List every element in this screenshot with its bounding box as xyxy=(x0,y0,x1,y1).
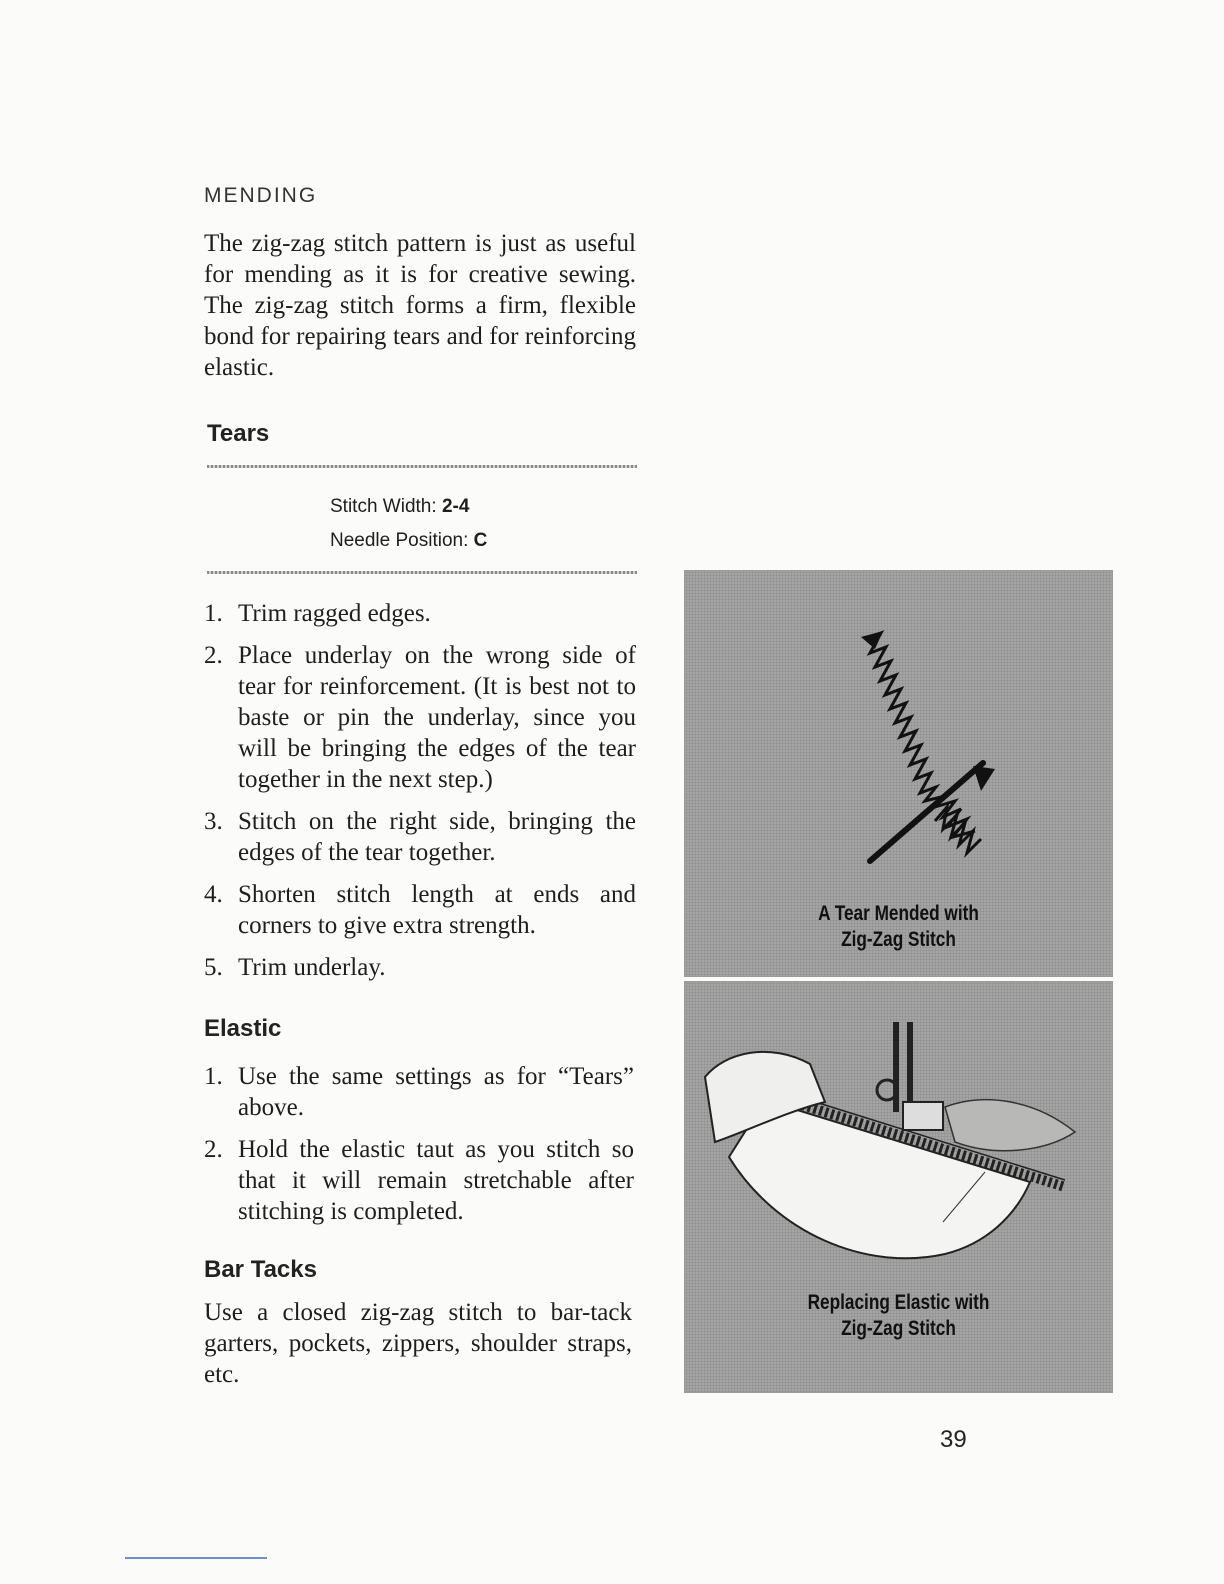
list-item: 1. Trim ragged edges. xyxy=(204,600,431,627)
elastic-figure xyxy=(684,981,1113,1393)
elastic-steps xyxy=(204,1061,634,1238)
stitch-width-setting xyxy=(330,490,487,524)
bar-tacks-heading: Bar Tacks xyxy=(204,1256,317,1283)
divider-top xyxy=(207,465,637,468)
stitch-width-label: Stitch Width: xyxy=(330,496,437,517)
tears-steps xyxy=(204,598,636,994)
list-item: 5. Trim underlay. xyxy=(204,954,386,981)
divider-bottom xyxy=(207,571,637,574)
needle-position-value: C xyxy=(473,530,488,551)
needle-position-label: Needle Position: xyxy=(330,530,469,551)
list-item: 4. Shorten stitch length at ends and corners to give extra strength. xyxy=(204,881,636,939)
bar-tacks-paragraph: Use a closed zig-zag stitch to bar-tack garters, pockets, zippers, shoulder straps, etc. xyxy=(204,1299,632,1388)
elastic-heading: Elastic xyxy=(204,1015,282,1042)
stitch-settings xyxy=(330,490,487,558)
list-item: 2. Place underlay on the wrong side of tear for reinforcement. (It is best not to baste or pin the underlay, since you will be bringing the edges of the tear together in the next step.) xyxy=(204,642,636,793)
intro-paragraph: The zig-zag stitch pattern is just as useful for mending as it is for creative sewing. The zig-zag stitch forms a firm, flexible bond for repairing tears and for reinforcing elastic. xyxy=(204,230,636,381)
stitch-width-value: 2-4 xyxy=(441,496,470,517)
list-item: 3. Stitch on the right side, bringing the edges of the tear together. xyxy=(204,808,636,866)
list-item: 2. Hold the elastic taut as you stitch so that it will remain stretchable after stitching is completed. xyxy=(204,1136,634,1225)
list-item: 1. Use the same settings as for “Tears” above. xyxy=(204,1063,634,1121)
tear-caption: A Tear Mended with Zig-Zag Stitch xyxy=(818,902,979,951)
elastic-caption: Replacing Elastic with Zig-Zag Stitch xyxy=(807,1291,990,1340)
tear-figure xyxy=(684,570,1113,977)
section-title: MENDING xyxy=(204,184,318,207)
needle-position-setting xyxy=(330,524,487,558)
footer-line xyxy=(125,1557,267,1559)
page-number: 39 xyxy=(940,1426,967,1453)
tears-heading: Tears xyxy=(207,420,270,447)
